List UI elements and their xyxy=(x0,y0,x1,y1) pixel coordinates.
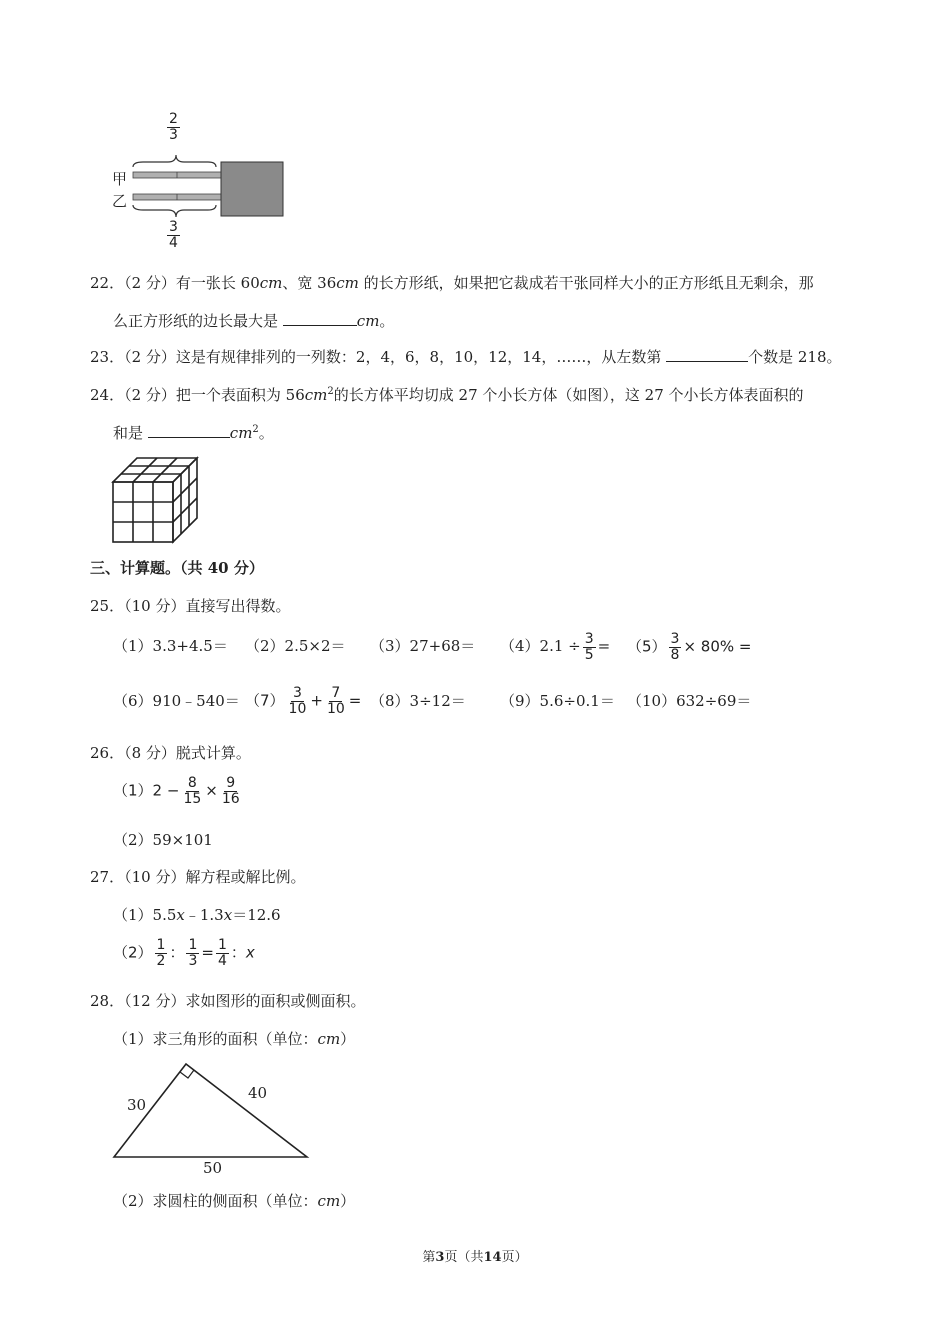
answer-blank-24[interactable] xyxy=(148,423,230,438)
unit-cm: cm xyxy=(304,386,328,404)
q26-1-times: × xyxy=(205,781,218,800)
q26-item-1 xyxy=(113,776,244,806)
q25-item-10: （10）632÷69＝ xyxy=(627,692,752,710)
top-num: 2 xyxy=(169,111,178,127)
strips-diagram xyxy=(108,150,298,222)
q26-1-num1: 8 xyxy=(187,775,197,791)
q22-text-a: 22．（2 分）有一张长 60 xyxy=(90,274,260,292)
q25-item-9: （9）5.6÷0.1＝ xyxy=(500,692,615,710)
q25-item-1: （1）3.3+4.5＝ xyxy=(113,637,228,655)
unit-cm: cm xyxy=(229,424,253,442)
unit-cm: cm xyxy=(336,274,359,292)
unit-cm: cm xyxy=(317,1030,341,1048)
page-footer xyxy=(0,1246,950,1265)
q27-colon: ： xyxy=(169,943,185,962)
q27-den3: 4 xyxy=(217,952,227,969)
q25-item-8: （8）3÷12＝ xyxy=(370,692,466,710)
question-28-title: 28．（12 分）求如图形的面积或侧面积。 xyxy=(90,992,366,1010)
q26-item-2: （2）59×101 xyxy=(113,831,213,849)
page-number: 3 xyxy=(435,1250,445,1265)
cuboid-27-figure xyxy=(110,452,202,546)
q25-7-eq: = xyxy=(348,691,362,710)
q25-7-plus: + xyxy=(310,691,323,710)
unit-cm: cm xyxy=(356,312,380,330)
q24-text-c: 和是 xyxy=(113,424,144,442)
footer-a: 第 xyxy=(422,1250,436,1265)
q26-1-num2: 9 xyxy=(226,775,236,791)
var-x: x xyxy=(223,906,233,924)
q27-den1: 2 xyxy=(156,952,166,969)
q25-item-2: （2）2.5×2＝ xyxy=(245,637,346,655)
q25-item-3: （3）27+68＝ xyxy=(370,637,476,655)
q25-item-5 xyxy=(627,632,751,662)
footer-b: 页（共 xyxy=(444,1250,484,1265)
q24-text-a: 24．（2 分）把一个表面积为 56 xyxy=(90,386,305,404)
q22-text-c: 的长方形纸，如果把它裁成若干张同样大小的正方形纸且无剩余，那 xyxy=(358,274,814,292)
question-27-title: 27．（10 分）解方程或解比例。 xyxy=(90,868,306,886)
q22-end: 。 xyxy=(379,312,395,330)
q25-5-num: 3 xyxy=(670,631,680,647)
q27-colon2: ： xyxy=(230,943,246,962)
q25-item-6: （6）910﹣540＝ xyxy=(113,692,240,710)
question-26-title: 26．（8 分）脱式计算。 xyxy=(90,744,251,762)
label-yi: 乙 xyxy=(112,192,128,210)
q25-7-num1: 3 xyxy=(293,685,302,701)
q28-item-1 xyxy=(113,1028,355,1049)
section-3-title: 三、计算题。（共 40 分） xyxy=(90,559,264,577)
question-22-line1 xyxy=(90,272,814,293)
q24-end: 。 xyxy=(258,424,274,442)
q27-num2: 1 xyxy=(188,937,198,953)
var-x: x xyxy=(176,906,185,924)
answer-blank-23[interactable] xyxy=(666,347,748,362)
q27-item-2 xyxy=(113,938,255,968)
q27-eq: = xyxy=(201,943,214,962)
question-24-line1 xyxy=(90,384,804,405)
q24-text-b: 的长方体平均切成 27 个小长方体（如图），这 27 个小长方体表面积的 xyxy=(333,386,804,404)
superscript-2: 2 xyxy=(327,386,334,397)
q27-2-a: （2） xyxy=(113,943,153,962)
q27-num1: 1 xyxy=(156,937,166,953)
q28-1-b: ） xyxy=(340,1030,356,1048)
q25-5-den: 8 xyxy=(670,646,680,663)
bottom-num: 3 xyxy=(169,219,178,235)
q28-2-b: ） xyxy=(340,1192,356,1210)
superscript-2: 2 xyxy=(252,424,259,435)
q25-4-den: 5 xyxy=(584,646,594,663)
triangle-label-left: 30 xyxy=(127,1096,147,1114)
top-fraction xyxy=(165,112,182,142)
question-25-title: 25．（10 分）直接写出得数。 xyxy=(90,597,291,615)
footer-c: 页） xyxy=(501,1250,528,1265)
question-22-line2 xyxy=(113,310,394,331)
fraction-figure-21 xyxy=(108,112,298,262)
q28-2-a: （2）求圆柱的侧面积（单位： xyxy=(113,1192,318,1210)
q25-4-eq: = xyxy=(597,637,611,656)
q27-1-a: （1）5.5 xyxy=(113,906,177,924)
q26-1-text: （1）2 − xyxy=(113,781,180,800)
q25-item-7 xyxy=(245,686,361,716)
triangle-label-bottom: 50 xyxy=(203,1159,223,1177)
q23-text-a: 23．（2 分）这是有规律排列的一列数：2，4，6，8，10，12，14，……，从左数第 xyxy=(90,348,662,366)
q25-7-den2: 10 xyxy=(326,700,345,717)
bottom-den: 4 xyxy=(169,234,178,251)
q28-item-2 xyxy=(113,1190,355,1211)
q25-7-num2: 7 xyxy=(331,685,341,701)
q26-1-den2: 16 xyxy=(221,790,240,807)
page-total: 14 xyxy=(483,1250,502,1265)
q25-5-expr: × 80% = xyxy=(683,637,752,656)
bottom-fraction xyxy=(165,220,182,250)
q25-5-text: （5） xyxy=(627,637,667,656)
q25-4-text: （4）2.1 ÷ xyxy=(500,637,581,656)
answer-blank-22[interactable] xyxy=(283,311,357,326)
q28-1-a: （1）求三角形的面积（单位： xyxy=(113,1030,318,1048)
q27-1-b: ﹣1.3 xyxy=(184,906,224,924)
unit-cm: cm xyxy=(317,1192,341,1210)
q25-7-den1: 10 xyxy=(288,700,307,717)
q22-text-b: 、宽 36 xyxy=(282,274,337,292)
q25-7-text: （7） xyxy=(245,691,285,710)
q26-1-den1: 15 xyxy=(183,790,202,807)
q25-item-4 xyxy=(500,632,610,662)
top-den: 3 xyxy=(169,126,178,143)
triangle-label-right: 40 xyxy=(248,1084,268,1102)
q27-1-c: ＝12.6 xyxy=(232,906,281,924)
q27-item-1 xyxy=(113,904,281,925)
label-jia: 甲 xyxy=(112,170,128,188)
q27-den2: 3 xyxy=(188,952,198,969)
question-24-line2 xyxy=(113,422,274,443)
unit-cm: cm xyxy=(259,274,283,292)
q23-text-b: 个数是 218。 xyxy=(748,348,842,366)
var-x: x xyxy=(245,943,255,962)
q25-4-num: 3 xyxy=(584,631,594,647)
q22-text-d: 么正方形纸的边长最大是 xyxy=(113,312,279,330)
question-23 xyxy=(90,346,842,367)
q27-num3: 1 xyxy=(217,937,227,953)
